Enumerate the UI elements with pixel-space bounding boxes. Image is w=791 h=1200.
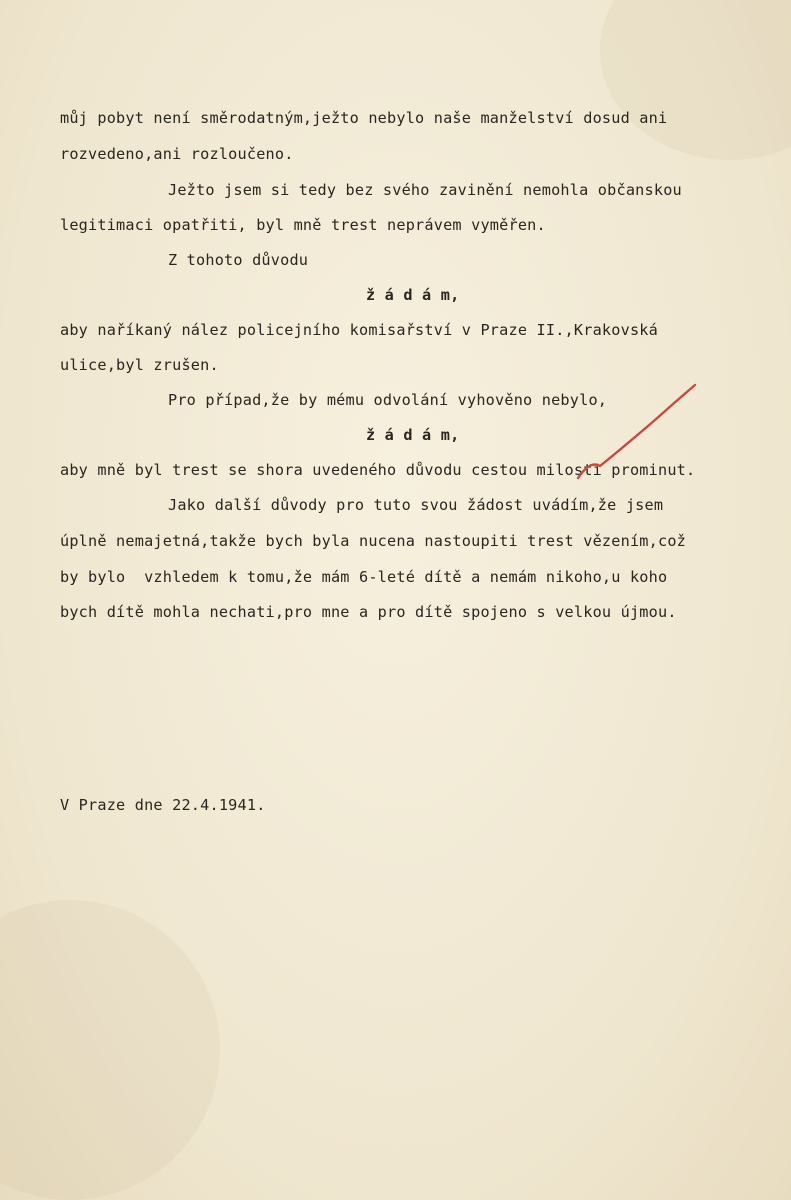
paper-stain <box>600 0 791 160</box>
text-line-4: legitimaci opatřiti, byl mně trest neprávem vyměřen. <box>60 216 546 234</box>
text-line-12: Jako další důvody pro tuto svou žádost uvádím,že jsem <box>168 496 664 514</box>
text-line-9: Pro případ,že by mému odvolání vyhověno nebylo, <box>168 391 608 409</box>
text-line-13: úplně nemajetná,takže bych byla nucena nastoupiti trest vězením,což <box>60 532 687 550</box>
red-pencil-mark <box>560 380 710 490</box>
text-line-2: rozvedeno,ani rozloučeno. <box>60 145 294 163</box>
text-line-1: můj pobyt není směrodatným,ježto nebylo naše manželství dosud ani <box>60 109 668 127</box>
text-line-14: by bylo vzhledem k tomu,že mám 6-leté dítě a nemám nikoho,u koho <box>60 568 668 586</box>
text-line-3: Ježto jsem si tedy bez svého zavinění nemohla občanskou <box>168 181 682 199</box>
text-line-5: Z tohoto důvodu <box>168 251 309 269</box>
text-line-11: aby mně byl trest se shora uvedeného důvodu cestou milosti prominut. <box>60 461 696 479</box>
request-heading-1: ž á d á m, <box>366 286 460 304</box>
text-line-7: aby naříkaný nález policejního komisařství v Praze II.,Krakovská <box>60 321 658 339</box>
text-line-15: bych dítě mohla nechati,pro mne a pro dítě spojeno s velkou újmou. <box>60 603 677 621</box>
request-heading-2: ž á d á m, <box>366 426 460 444</box>
paper-stain <box>0 900 220 1200</box>
place-date: V Praze dne 22.4.1941. <box>60 796 266 814</box>
text-line-8: ulice,byl zrušen. <box>60 356 219 374</box>
